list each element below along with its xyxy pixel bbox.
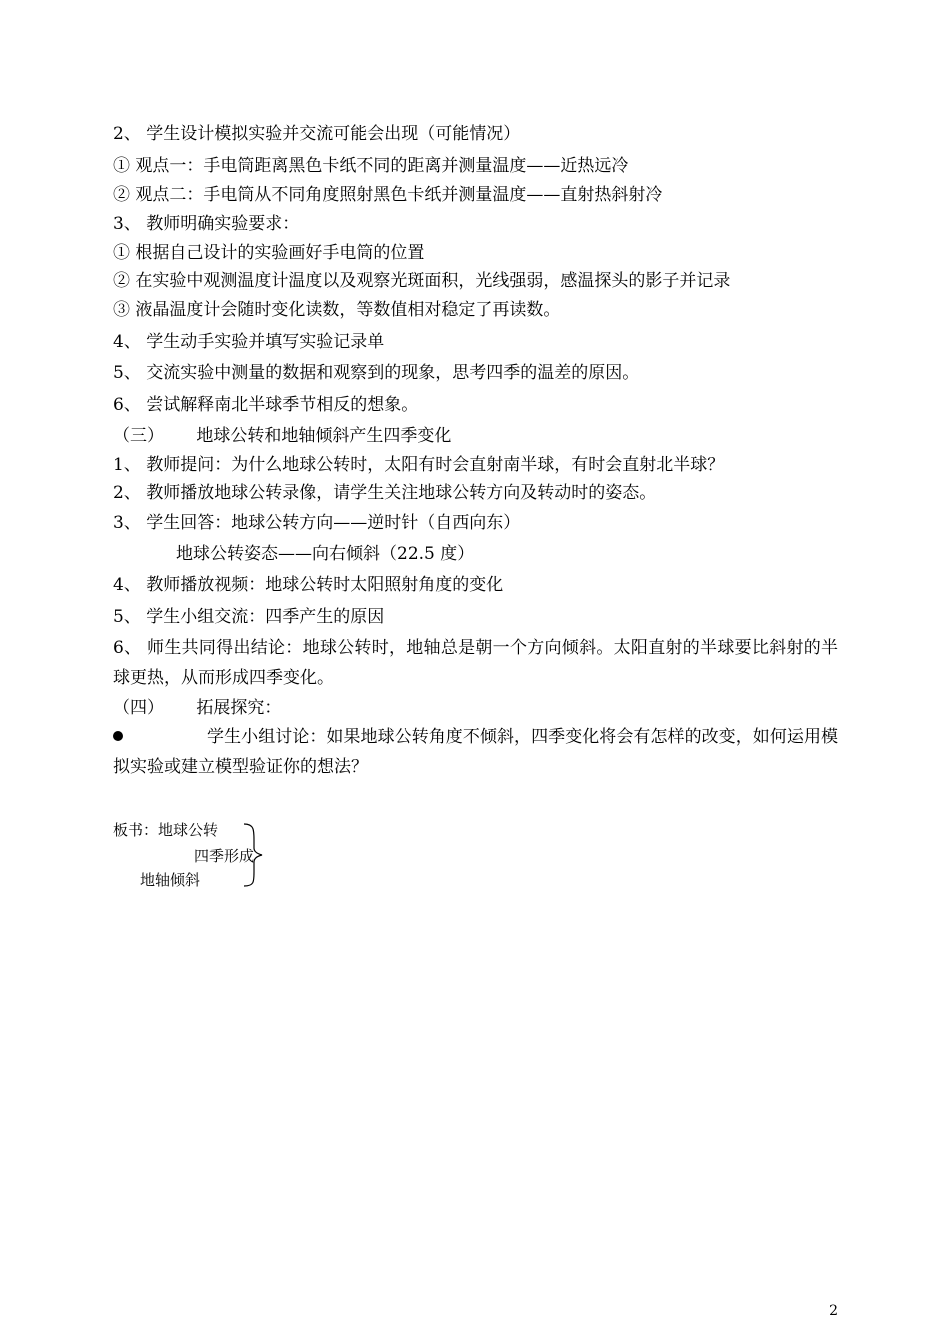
section-3-step-3: 3、 学生回答：地球公转方向——逆时针（自西向东） [113,513,521,533]
step-3: 3、 教师明确实验要求： [113,214,300,234]
board-line-2: 四季形成 [194,847,255,865]
section-3-step-3-detail: 地球公转姿态——向右倾斜（22.5 度） [176,544,475,564]
section-3-step-4: 4、 教师播放视频：地球公转时太阳照射角度的变化 [113,575,504,595]
viewpoint-2: ② 观点二：手电筒从不同角度照射黑色卡纸并测量温度——直射热斜射冷 [113,185,663,205]
step-4: 4、 学生动手实验并填写实验记录单 [113,332,385,352]
viewpoint-1: ① 观点一：手电筒距离黑色卡纸不同的距离并测量温度——近热远冷 [113,156,629,176]
step-6: 6、 尝试解释南北半球季节相反的想象。 [113,395,419,415]
page-number: 2 [829,1303,838,1319]
right-brace-icon [240,822,270,888]
step-5: 5、 交流实验中测量的数据和观察到的现象，思考四季的温差的原因。 [113,363,640,383]
step-2: 2、 学生设计模拟实验并交流可能会出现（可能情况） [113,124,521,144]
section-3-step-2: 2、 教师播放地球公转录像，请学生关注地球公转方向及转动时的姿态。 [113,483,657,503]
requirement-2: ② 在实验中观测温度计温度以及观察光斑面积，光线强弱，感温探头的影子并记录 [113,271,731,291]
board-line-3: 地轴倾斜 [140,871,201,889]
discussion-text: 学生小组讨论：如果地球公转角度不倾斜，四季变化将会有怎样的改变，如何运用模拟实验或建立模型验证你的想法？ [113,727,838,777]
section-3-step-6: 6、 师生共同得出结论：地球公转时，地轴总是朝一个方向倾斜。太阳直射的半球要比斜射的半球更热，从而形成四季变化。 [113,638,838,688]
board-line-1: 板书：地球公转 [113,821,219,839]
requirement-3: ③ 液晶温度计会随时变化读数，等数值相对稳定了再读数。 [113,300,561,320]
section-3-step-5: 5、 学生小组交流：四季产生的原因 [113,607,385,627]
section-4-discussion [113,722,838,782]
requirement-1: ① 根据自己设计的实验画好手电筒的位置 [113,243,425,263]
bullet-icon [113,731,123,741]
section-3-heading: （三） 地球公转和地轴倾斜产生四季变化 [113,426,452,446]
section-4-heading: （四） 拓展探究： [113,698,282,718]
section-3-step-1: 1、 教师提问：为什么地球公转时，太阳有时会直射南半球，有时会直射北半球？ [113,455,725,475]
